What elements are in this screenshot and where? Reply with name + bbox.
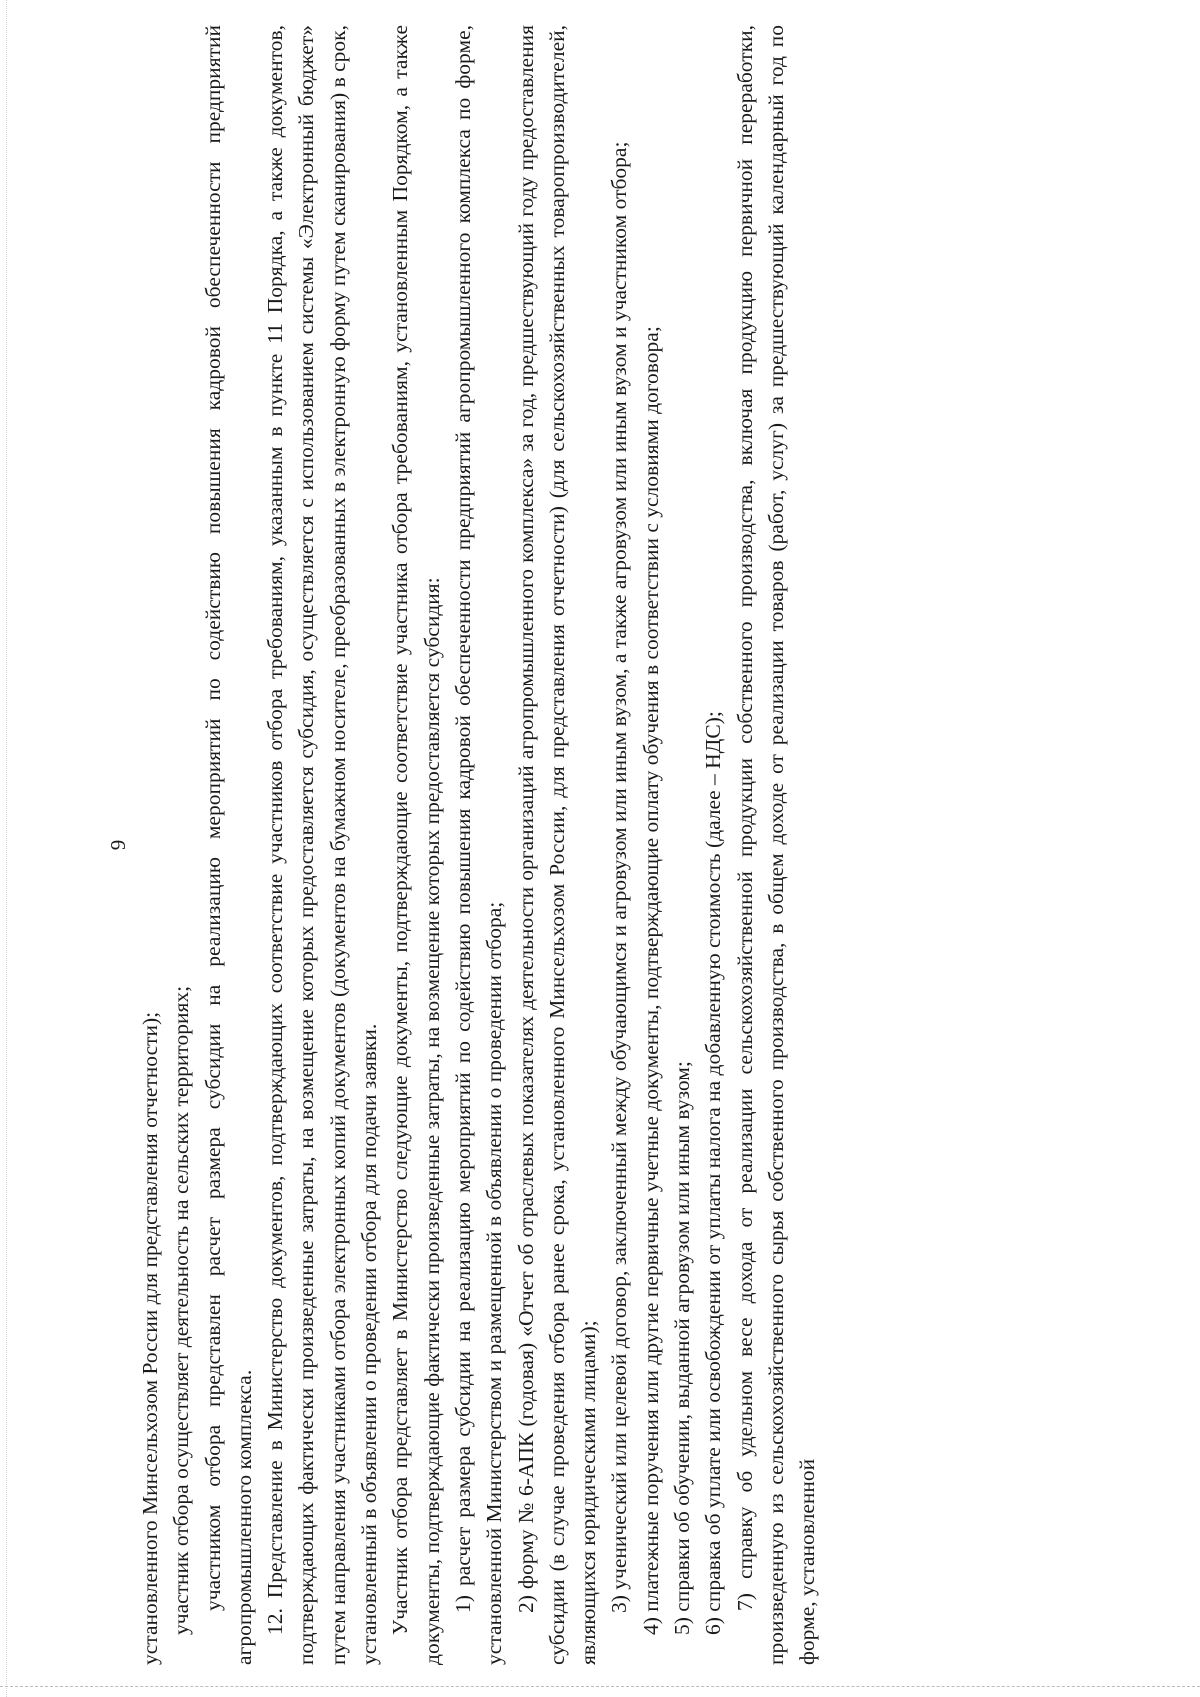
- paragraph-12: 12. Представление в Министерство документов, подтверждающих соответствие участников отбора требованиям, указанным в пункте 11 Порядка, а также документов, подтверждающих фактически произведенные затраты, на возмещение которых предоставляется субсидия, осуществляется с использованием системы «Электронный бюджет» путем направления участниками отбора электронных копий документов (документов на бумажном носителе, преобразованных в электронную форму путем сканирования) в срок, установленный в объявлении о проведении отбора для подачи заявки.: [263, 25, 382, 1665]
- paragraph-documents-intro: Участник отбора представляет в Министерство следующие документы, подтверждающие соответствие участника отбора требованиям, установленным Порядком, а также документы, подтверждающие фактически произведенные затраты, на возмещение которых предоставляется субсидия:: [388, 25, 444, 1665]
- list-item-6: 6) справка об уплате или освобождении от уплаты налога на добавленную стоимость (далее – НДС);: [701, 711, 726, 1635]
- list-item-3: 3) ученический или целевой договор, заключенный между обучающимся и агровузом или иным вузом, а также агровузом или иным вузом и участником отбора;: [607, 141, 632, 1613]
- rotated-document-page: [105, 25, 975, 1665]
- paragraph-condition-rural: участник отбора осуществляет деятельность на сельских территориях;: [169, 985, 194, 1635]
- list-item-1: 1) расчет размера субсидии на реализацию мероприятий по содействию повышения кадровой обеспеченности предприятий агропромышленного комплекса по форме, установленной Министерством и размещенной в объявлении о проведении отбора;: [450, 25, 507, 1665]
- scan-edge-bottom: [0, 1686, 1200, 1687]
- list-item-2: 2) форму № 6-АПК (годовая) «Отчет об отраслевых показателях деятельности организаций агропромышленного комплекса» за год, предшествующий году предоставления субсидии (в случае проведения отбора ранее срока, установленного Минсельхозом России, для представления отчетности) (для сельскохозяйственных товаропроизводителей, являющихся юридическими лицами);: [513, 25, 601, 1665]
- paragraph-condition-calculation: участником отбора представлен расчет размера субсидии на реализацию мероприятий по содействию повышения кадровой обеспеченности предприятий агропромышленного комплекса.: [200, 25, 256, 1665]
- list-item-4: 4) платежные поручения или другие первичные учетные документы, подтверждающие оплату обучения в соответствии с условиями договора;: [638, 326, 663, 1635]
- document-body: [135, 25, 824, 1665]
- list-item-5: 5) справки об обучении, выданной агровузом или иным вузом;: [670, 1061, 695, 1635]
- scan-edge-left: [6, 0, 7, 1697]
- page-number: 9: [106, 839, 130, 851]
- paragraph-continuation: установленного Минсельхозом России для представления отчетности);: [138, 1011, 162, 1665]
- list-item-7: 7) справку об удельном весе дохода от реализации сельскохозяйственной продукции собственного производства, включая продукцию первичной переработки, произведенную из сельскохозяйственного сырья собственного производства, в общем доходе от реализации товаров (работ, услуг) за предшествующий календарный год по форме, установленной: [732, 25, 820, 1665]
